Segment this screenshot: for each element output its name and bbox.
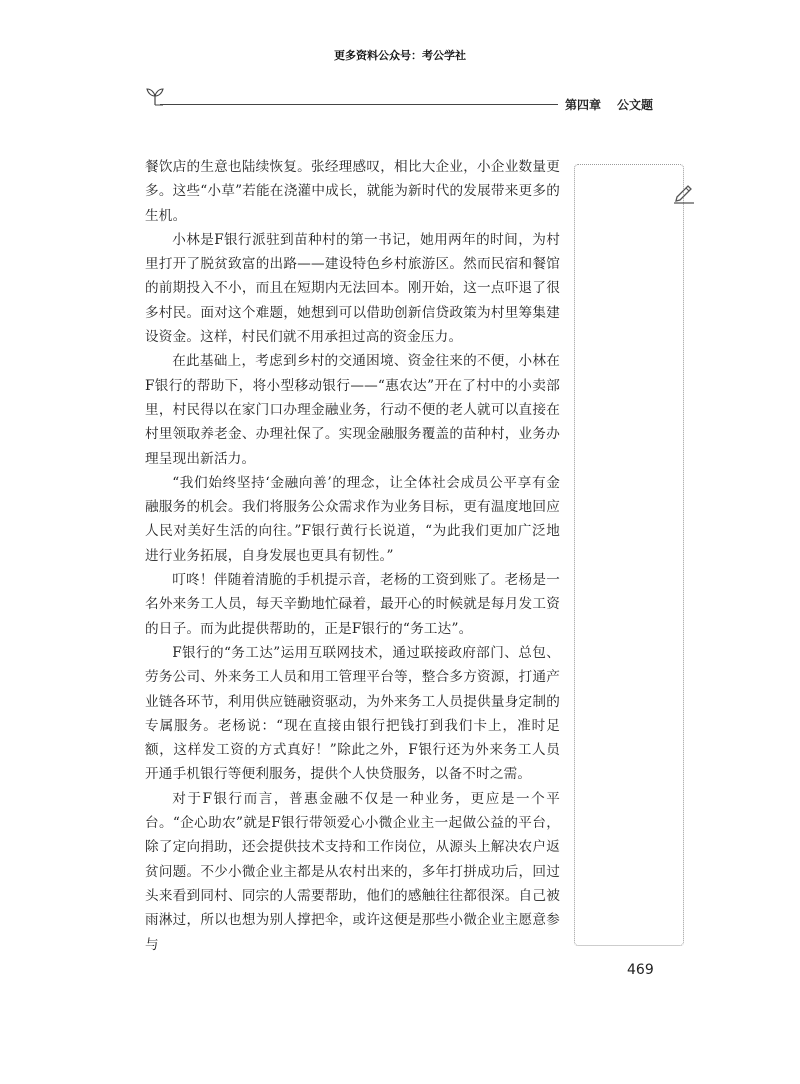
sprout-icon <box>143 86 167 106</box>
paragraph-6: F银行的“务工达”运用互联网技术，通过联接政府部门、总包、劳务公司、外来务工人员和用工管理平台等，整合多方资源，打通产业链各环节，利用供应链融资驱动，为外来务工人员提供量身定制的专属服务。老杨说：“现在直接由银行把钱打到我们卡上，准时足额，这样发工资的方式真好！”除此之外，F银行还为外来务工人员开通手机银行等便利服务，提供个人快贷服务，以备不时之需。 <box>145 644 560 783</box>
paragraph-4: “我们始终坚持‘金融向善’的理念，让全体社会成员公平享有金融服务的机会。我们将服务公众需求作为业务目标，更有温度地回应人民对美好生活的向往。”F银行黄行长说道，“为此我们更加广泛地进行业务拓展，自身发展也更具有韧性。” <box>145 474 560 564</box>
paragraph-2: 小林是F银行派驻到苗种村的第一书记，她用两年的时间，为村里打开了脱贫致富的出路——建设特色乡村旅游区。然而民宿和餐馆的前期投入不小，而且在短期内无法回本。刚开始，这一点吓退了很多村民。面对这个难题，她想到可以借助创新信贷政策为村里筹集建设资金。这样，村民们就不用承担过高的资金压力。 <box>145 231 560 346</box>
chapter-title: 公文题 <box>617 98 654 112</box>
pencil-icon <box>672 180 696 204</box>
top-banner: 更多资料公众号：考公学社 <box>334 49 466 62</box>
paragraph-1: 餐饮店的生意也陆续恢复。张经理感叹，相比大企业，小企业数量更多。这些“小草”若能在浇灌中成长，就能为新时代的发展带来更多的生机。 <box>145 159 560 224</box>
page-number: 469 <box>627 962 654 978</box>
paragraph-7: 对于F银行而言，普惠金融不仅是一种业务，更应是一个平台。“企心助农”就是F银行带领爱心小微企业主一起做公益的平台，除了定向捐助，还会提供技术支持和工作岗位，从源头上解决农户返贫问题。不少小微企业主都是从农村出来的，多年打拼成功后，回过头来看到同村、同宗的人需要帮助，他们的感触往往都很深。自己被雨淋过，所以也想为别人撑把伞，或许这便是那些小微企业主愿意参与 <box>145 790 560 953</box>
paragraph-3: 在此基础上，考虑到乡村的交通困境、资金往来的不便，小林在F银行的帮助下，将小型移动银行——“惠农达”开在了村中的小卖部里，村民得以在家门口办理金融业务，行动不便的老人就可以直接在村里领取养老金、办理社保了。实现金融服务覆盖的苗种村，业务办理呈现出新活力。 <box>145 353 560 467</box>
margin-note-box <box>574 164 684 946</box>
header-rule <box>160 104 558 105</box>
paragraph-5: 叮咚！伴随着清脆的手机提示音，老杨的工资到账了。老杨是一名外来务工人员，每天辛勤地忙碌着，最开心的时候就是每月发工资的日子。而为此提供帮助的，正是F银行的“务工达”。 <box>145 572 560 637</box>
article-body <box>145 155 560 957</box>
chapter-number: 第四章 <box>565 98 602 112</box>
chapter-heading <box>565 96 653 113</box>
